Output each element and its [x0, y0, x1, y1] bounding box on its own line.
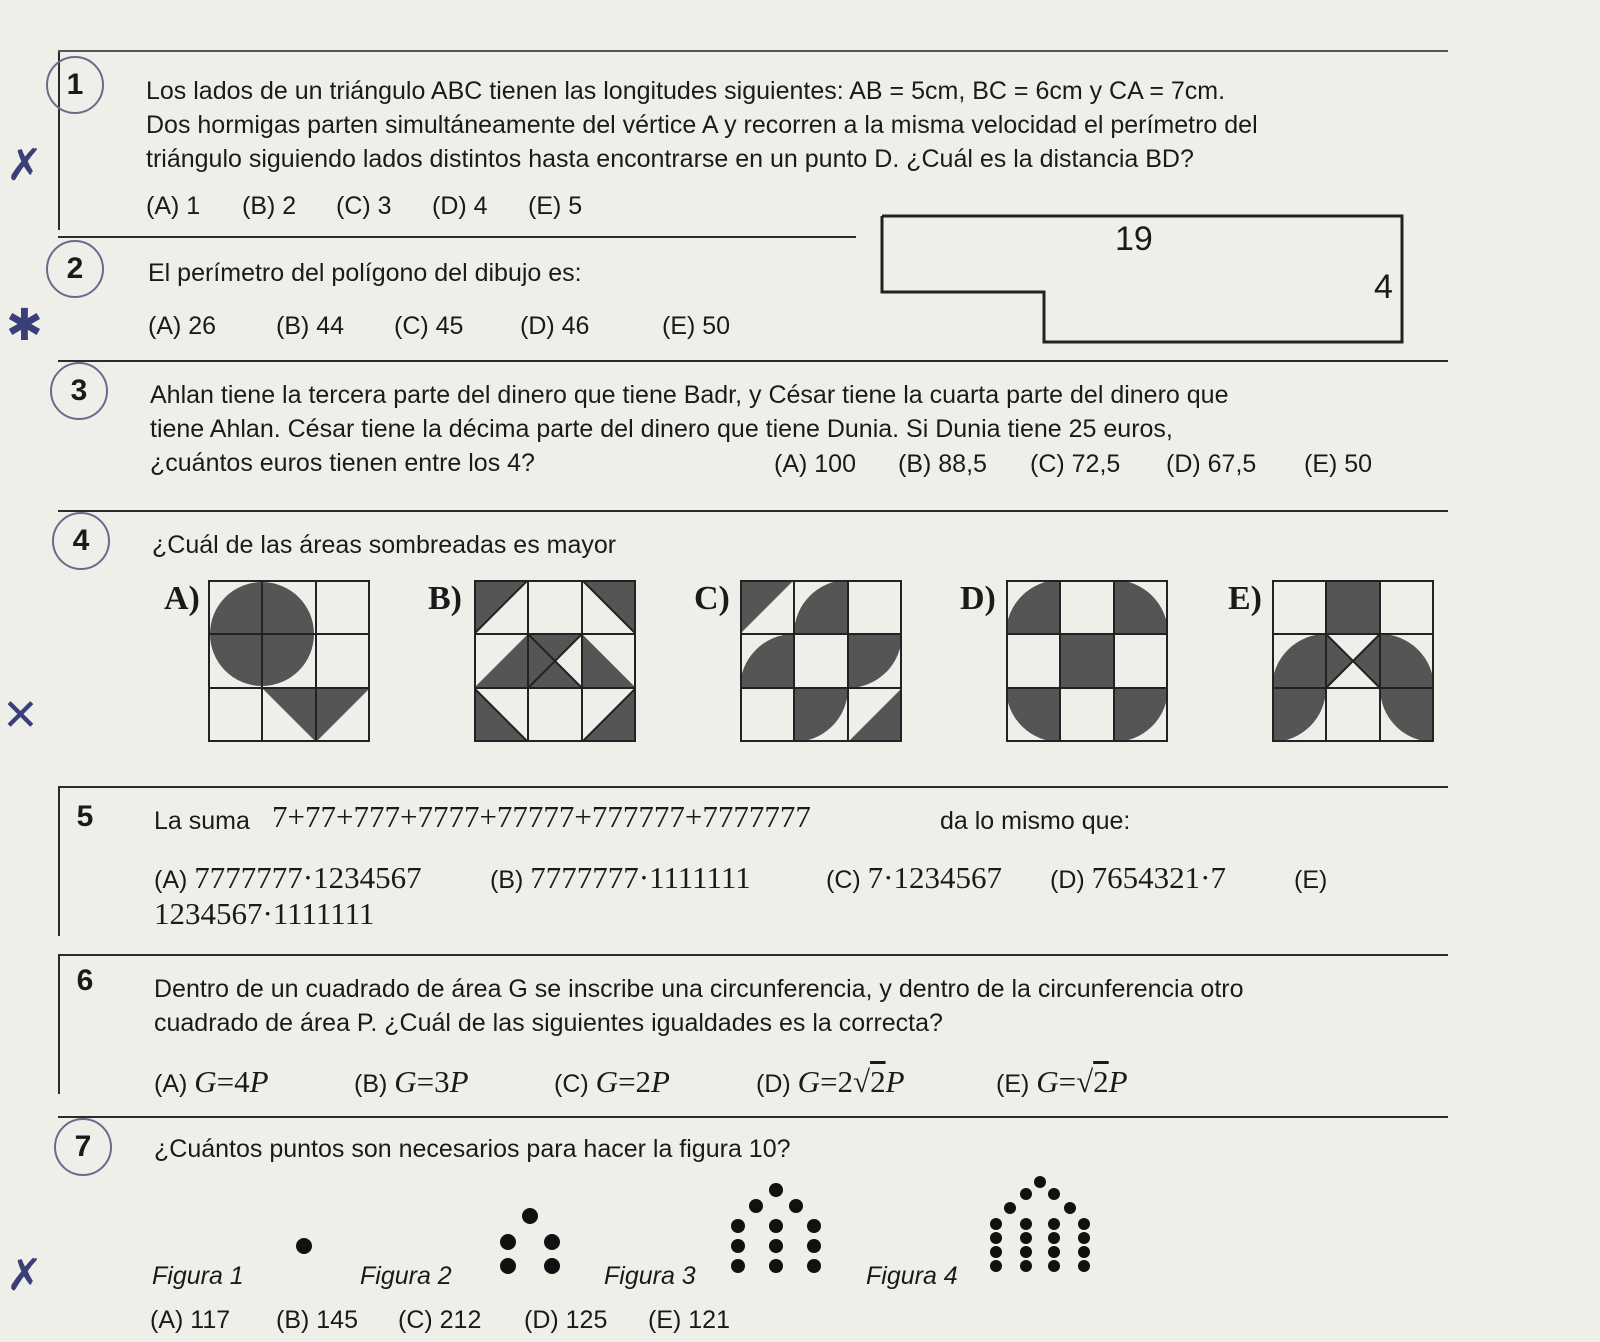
- formula-equals: =: [416, 1064, 435, 1099]
- q7-option-c[interactable]: (C) 212: [398, 1306, 482, 1334]
- q1-option-e[interactable]: (E) 5: [528, 192, 583, 220]
- q4-figure-b: [474, 580, 636, 742]
- q7-dot-figure-2: [496, 1206, 566, 1282]
- formula-radicand: 2: [1093, 1064, 1109, 1099]
- option-label: (D): [756, 1070, 791, 1098]
- q4-figure-label-e[interactable]: E): [1228, 580, 1262, 617]
- question-number: 2: [46, 240, 104, 298]
- q5-option-a[interactable]: [154, 860, 422, 896]
- q5-option-c[interactable]: [826, 860, 1002, 896]
- formula-equals: =: [820, 1064, 838, 1099]
- q6-option-d[interactable]: [756, 1064, 905, 1100]
- divider: [58, 786, 1448, 788]
- q5-option-d[interactable]: [1050, 860, 1226, 896]
- q2-option-b[interactable]: (B) 44: [276, 312, 345, 340]
- q3-option-e[interactable]: (E) 50: [1304, 450, 1373, 478]
- option-value: 7777777·1111111: [530, 860, 751, 895]
- option-label: (D): [1050, 866, 1085, 894]
- q3-line-3: ¿cuántos euros tienen entre los 4?: [150, 449, 535, 477]
- q3-option-c[interactable]: (C) 72,5: [1030, 450, 1121, 478]
- q3-option-a[interactable]: (A) 100: [774, 450, 856, 478]
- question-number: 1: [46, 56, 104, 114]
- q7-figure-caption-1: Figura 1: [152, 1262, 244, 1290]
- q3-line-2: tiene Ahlan. César tiene la décima parte del dinero que tiene Dunia. Si Dunia tiene 25 euros,: [150, 415, 1173, 443]
- option-value: 7654321·7: [1091, 860, 1226, 895]
- q4-figure-label-d[interactable]: D): [960, 580, 996, 617]
- q5-prefix: La suma: [154, 807, 250, 835]
- left-margin-line: [58, 954, 60, 1094]
- formula-lhs: G: [797, 1064, 821, 1099]
- formula-variable: P: [249, 1064, 269, 1099]
- q6-line-2: cuadrado de área P. ¿Cuál de las siguientes igualdades es la correcta?: [154, 1009, 943, 1037]
- q5-suffix: da lo mismo que:: [940, 807, 1131, 835]
- q7-option-b[interactable]: (B) 145: [276, 1306, 358, 1334]
- formula-equals: =: [216, 1064, 235, 1099]
- option-label: (C): [554, 1070, 589, 1098]
- q4-figure-e: [1272, 580, 1434, 742]
- formula-coefficient: 2: [837, 1064, 854, 1099]
- pen-mark-cross: ✗: [6, 140, 43, 191]
- q1-line-1: Los lados de un triángulo ABC tienen las longitudes siguientes: AB = 5cm, BC = 6cm y CA = 7cm.: [146, 77, 1226, 105]
- pen-mark-cross: ✗: [6, 1250, 43, 1301]
- option-label: (E): [996, 1070, 1030, 1098]
- q2-option-a[interactable]: (A) 26: [148, 312, 217, 340]
- formula-equals: =: [618, 1064, 636, 1099]
- q2-option-d[interactable]: (D) 46: [520, 312, 590, 340]
- q7-figure-caption-2: Figura 2: [360, 1262, 452, 1290]
- q7-figure-caption-4: Figura 4: [866, 1262, 958, 1290]
- q2-option-c[interactable]: (C) 45: [394, 312, 464, 340]
- q7-option-d[interactable]: (D) 125: [524, 1306, 608, 1334]
- q4-figure-d: [1006, 580, 1168, 742]
- sqrt-icon: √: [1076, 1064, 1094, 1099]
- option-label: (B): [490, 866, 524, 894]
- formula-coefficient: 3: [434, 1064, 450, 1099]
- q1-line-2: Dos hormigas parten simultáneamente del vértice A y recorren a la misma velocidad el perímetro del: [146, 111, 1258, 139]
- q4-figure-label-b[interactable]: B): [428, 580, 462, 617]
- formula-variable: P: [885, 1064, 905, 1099]
- formula-lhs: G: [394, 1064, 417, 1099]
- q6-option-a[interactable]: [154, 1064, 269, 1100]
- q7-option-e[interactable]: (E) 121: [648, 1306, 730, 1334]
- pen-mark-asterisk: ✱: [6, 300, 43, 351]
- formula-coefficient: 2: [635, 1064, 652, 1099]
- q5-option-e-label[interactable]: (E): [1294, 866, 1328, 894]
- formula-lhs: G: [1036, 1064, 1059, 1099]
- pen-mark-arrow: ✕: [2, 690, 39, 741]
- q7-dot-figure-4: [986, 1174, 1094, 1286]
- question-number: 4: [52, 512, 110, 570]
- question-number: 5: [76, 800, 94, 833]
- q6-option-b[interactable]: [354, 1064, 469, 1100]
- formula-variable: P: [449, 1064, 469, 1099]
- q7-figure-caption-3: Figura 3: [604, 1262, 696, 1290]
- formula-equals: =: [1058, 1064, 1077, 1099]
- q3-option-b[interactable]: (B) 88,5: [898, 450, 987, 478]
- polygon-label-right: 4: [1374, 268, 1393, 306]
- option-label: (A): [154, 866, 188, 894]
- sqrt-icon: √: [853, 1064, 871, 1099]
- formula-radicand: 2: [870, 1064, 886, 1099]
- q2-option-e[interactable]: (E) 50: [662, 312, 731, 340]
- formula-variable: P: [651, 1064, 670, 1099]
- q4-figure-label-c[interactable]: C): [694, 580, 730, 617]
- option-label: (C): [826, 866, 861, 894]
- q5-expression: 7+77+777+7777+77777+777777+7777777: [272, 799, 811, 834]
- q6-option-c[interactable]: [554, 1064, 670, 1100]
- divider: [58, 360, 1448, 362]
- option-value: 7·1234567: [867, 860, 1002, 895]
- q1-option-a[interactable]: (A) 1: [146, 192, 201, 220]
- q3-option-d[interactable]: (D) 67,5: [1166, 450, 1257, 478]
- q7-dot-figure-3: [726, 1180, 826, 1284]
- q1-line-3: triángulo siguiendo lados distintos hasta encontrarse en un punto D. ¿Cuál es la distancia BD?: [146, 145, 1194, 173]
- q2-text: El perímetro del polígono del dibujo es:: [148, 259, 582, 287]
- question-number: 7: [54, 1118, 112, 1176]
- formula-lhs: G: [194, 1064, 217, 1099]
- divider: [58, 236, 856, 238]
- q4-figure-c: [740, 580, 902, 742]
- q4-figure-label-a[interactable]: A): [164, 580, 200, 617]
- question-number: 6: [76, 964, 94, 997]
- option-label: (B): [354, 1070, 388, 1098]
- option-label: (A): [154, 1070, 188, 1098]
- formula-lhs: G: [595, 1064, 619, 1099]
- q6-line-1: Dentro de un cuadrado de área G se inscribe una circunferencia, y dentro de la circunferencia otro: [154, 975, 1244, 1003]
- q1-option-c[interactable]: (C) 3: [336, 192, 392, 220]
- q7-option-a[interactable]: (A) 117: [150, 1306, 231, 1334]
- option-value: 7777777·1234567: [194, 860, 422, 895]
- divider-top: [58, 50, 1448, 52]
- q1-option-d[interactable]: (D) 4: [432, 192, 488, 220]
- left-margin-line: [58, 786, 60, 936]
- divider: [58, 1116, 1448, 1118]
- q4-text: ¿Cuál de las áreas sombreadas es mayor: [152, 531, 617, 559]
- question-number: 3: [50, 362, 108, 420]
- polygon-label-top: 19: [1115, 220, 1153, 258]
- q5-option-e-value[interactable]: 1234567·1111111: [154, 896, 375, 931]
- q7-dot-figure-1: [290, 1232, 318, 1260]
- formula-variable: P: [1108, 1064, 1128, 1099]
- divider: [58, 954, 1448, 956]
- divider: [58, 510, 1448, 512]
- q1-option-b[interactable]: (B) 2: [242, 192, 297, 220]
- q4-figure-a: [208, 580, 370, 742]
- q6-option-e[interactable]: [996, 1064, 1128, 1100]
- q3-line-1: Ahlan tiene la tercera parte del dinero que tiene Badr, y César tiene la cuarta parte del dinero que: [150, 381, 1229, 409]
- q5-option-b[interactable]: [490, 860, 751, 896]
- formula-coefficient: 4: [234, 1064, 250, 1099]
- q7-text: ¿Cuántos puntos son necesarios para hacer la figura 10?: [154, 1135, 791, 1163]
